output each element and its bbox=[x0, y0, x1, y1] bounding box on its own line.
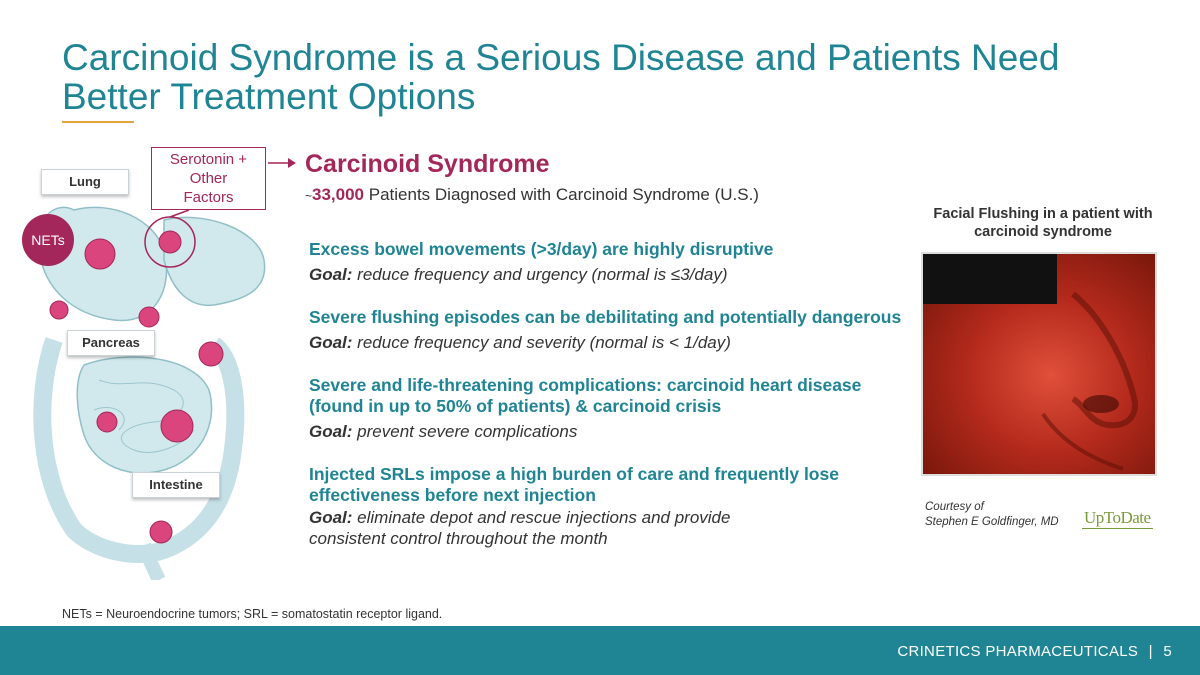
goal-label: Goal: bbox=[309, 333, 353, 352]
key-point-heading: Severe flushing episodes can be debilitating and potentially dangerous bbox=[309, 307, 902, 327]
title-underline bbox=[62, 121, 134, 123]
arrow-right-icon bbox=[268, 155, 296, 171]
liver-shape bbox=[164, 217, 265, 305]
connector-line bbox=[170, 210, 189, 217]
tumor bbox=[85, 239, 115, 269]
tumor bbox=[139, 307, 159, 327]
organ-label-intestine: Intestine bbox=[132, 472, 220, 498]
small-intestine-shape bbox=[77, 357, 211, 473]
goal-label: Goal: bbox=[309, 422, 353, 441]
footer-text bbox=[897, 643, 1172, 660]
patient-count-line bbox=[305, 185, 759, 205]
photo-redaction-bar bbox=[923, 254, 1057, 304]
patient-count: 33,000 bbox=[312, 185, 365, 204]
footer-separator: | bbox=[1148, 643, 1153, 660]
tumor bbox=[199, 342, 223, 366]
goal-text: eliminate depot and rescue injections and provide consistent control throughout the month bbox=[309, 508, 731, 548]
footer-bar bbox=[0, 626, 1200, 675]
organ-label-pancreas: Pancreas bbox=[67, 330, 155, 356]
key-point bbox=[309, 464, 899, 549]
approx-symbol: ~ bbox=[305, 189, 313, 203]
key-point bbox=[309, 375, 909, 442]
tumor bbox=[159, 231, 181, 253]
serotonin-line: Other bbox=[189, 170, 228, 187]
company-name: CRINETICS PHARMACEUTICALS bbox=[897, 643, 1139, 660]
key-point-goal bbox=[309, 421, 909, 442]
key-point-goal bbox=[309, 264, 909, 285]
key-point-heading: Injected SRLs impose a high burden of care and frequently lose effectiveness before next injection bbox=[309, 464, 839, 505]
key-point-goal bbox=[309, 332, 909, 353]
key-points-list bbox=[309, 239, 909, 562]
uptodate-logo: UpToDate bbox=[1084, 508, 1151, 527]
organ-label-lung: Lung bbox=[41, 169, 129, 195]
goal-label: Goal: bbox=[309, 265, 353, 284]
footnote: NETs = Neuroendocrine tumors; SRL = somatostatin receptor ligand. bbox=[62, 607, 443, 621]
patient-count-text: Patients Diagnosed with Carcinoid Syndrome (U.S.) bbox=[364, 185, 759, 204]
key-point-heading: Severe and life-threatening complications: carcinoid heart disease (found in up to 50% of patients) & carcinoid crisis bbox=[309, 375, 862, 416]
serotonin-line: Serotonin + bbox=[169, 151, 248, 168]
key-point bbox=[309, 307, 909, 353]
tumor bbox=[97, 412, 117, 432]
tumor bbox=[161, 410, 193, 442]
courtesy-line: Stephen E Goldfinger, MD bbox=[925, 516, 1059, 528]
tumor bbox=[50, 301, 68, 319]
photo-courtesy bbox=[925, 500, 1059, 530]
goal-text: prevent severe complications bbox=[352, 422, 578, 441]
serotonin-box bbox=[151, 147, 266, 210]
key-point-goal bbox=[309, 507, 759, 549]
goal-label: Goal: bbox=[309, 508, 353, 527]
nets-badge: NETs bbox=[22, 214, 74, 266]
page-number: 5 bbox=[1163, 643, 1172, 660]
tumor bbox=[150, 521, 172, 543]
courtesy-line: Courtesy of bbox=[925, 501, 984, 513]
slide-title: Carcinoid Syndrome is a Serious Disease and Patients Need Better Treatment Options bbox=[62, 37, 1060, 117]
goal-text: reduce frequency and urgency (normal is ≤3/day) bbox=[352, 265, 728, 284]
carcinoid-title: Carcinoid Syndrome bbox=[305, 150, 550, 178]
facial-flushing-photo bbox=[921, 252, 1157, 476]
key-point bbox=[309, 239, 909, 285]
goal-text: reduce frequency and severity (normal is < 1/day) bbox=[352, 333, 731, 352]
serotonin-line: Factors bbox=[183, 189, 234, 206]
key-point-heading: Excess bowel movements (>3/day) are highly disruptive bbox=[309, 239, 774, 259]
photo-caption: Facial Flushing in a patient with carcinoid syndrome bbox=[933, 206, 1153, 240]
